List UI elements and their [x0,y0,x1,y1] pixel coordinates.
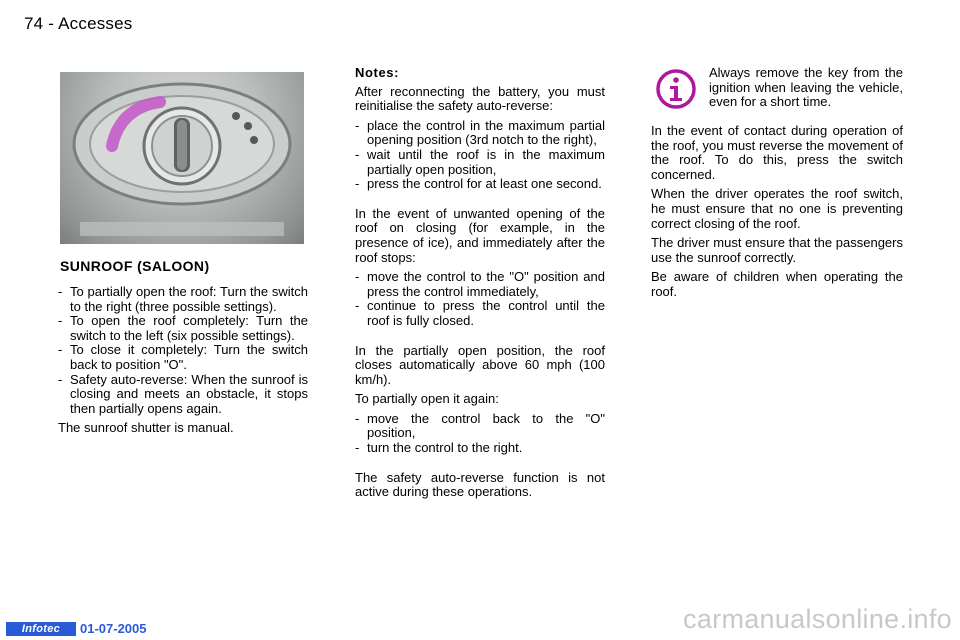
list-item: - press the control for at least one second. [355,177,605,192]
unwanted-opening-steps [355,270,605,328]
list-item: - To partially open the roof: Turn the switch to the right (three possible settings). [58,285,308,314]
paragraph: In the partially open position, the roof closes automatically above 60 mph (100 km/h). [355,342,605,387]
notes-title: Notes: [355,65,400,80]
paragraph: In the event of unwanted opening of the roof on closing (for example, in the presence of ice), and immediately after the roof stops: [355,205,605,265]
page-number: 74 [24,14,44,33]
list-item: - To close it completely: Turn the switch back to position "O". [58,343,308,372]
footer-date: 01-07-2005 [80,621,147,636]
section-header-title: Accesses [58,14,133,33]
header-separator: - [48,14,55,33]
section-title: SUNROOF (SALOON) [60,258,210,274]
list-item: - To open the roof completely: Turn the switch to the left (six possible settings). [58,314,308,343]
list-item: - wait until the roof is in the maximum partially open position, [355,148,605,177]
list-item: - move the control back to the "O" position, [355,412,605,441]
column-middle [355,66,605,505]
column-left [58,285,308,441]
list-item: - Safety auto-reverse: When the sunroof is closing and meets an obstacle, it stops then partially opens again. [58,373,308,417]
infotec-logo: Infotec [6,622,76,636]
paragraph: When the driver operates the roof switch, he must ensure that no one is preventing correct closing of the roof. [651,186,903,231]
list-item: - place the control in the maximum partial opening position (3rd notch to the right), [355,119,605,148]
paragraph: In the event of contact during operation of the roof, you must reverse the movement of the roof. To do this, press the switch concerned. [651,123,903,182]
paragraph: After reconnecting the battery, you must reinitialise the safety auto-reverse: [355,83,605,114]
paragraph: The safety auto-reverse function is not active during these operations. [355,469,605,500]
paragraph: Be aware of children when operating the roof. [651,269,903,299]
watermark: carmanualsonline.info [683,604,952,634]
sunroof-switch-illustration [60,72,304,244]
sunroof-operation-list [58,285,308,416]
shutter-note: The sunroof shutter is manual. [58,420,234,436]
partial-open-steps [355,412,605,456]
info-icon [655,68,697,110]
sunroof-switch-photo [60,72,304,244]
info-box [651,66,903,122]
list-item: - turn the control to the right. [355,441,605,456]
paragraph: The driver must ensure that the passengers use the sunroof correctly. [651,235,903,265]
reinitialise-steps [355,119,605,192]
paragraph: To partially open it again: [355,391,499,407]
list-item: - continue to press the control until the roof is fully closed. [355,299,605,328]
page-header [24,14,132,34]
column-right [651,66,903,305]
list-item: - move the control to the "O" position and press the control immediately, [355,270,605,299]
info-text: Always remove the key from the ignition when leaving the vehicle, even for a short time. [709,65,903,110]
